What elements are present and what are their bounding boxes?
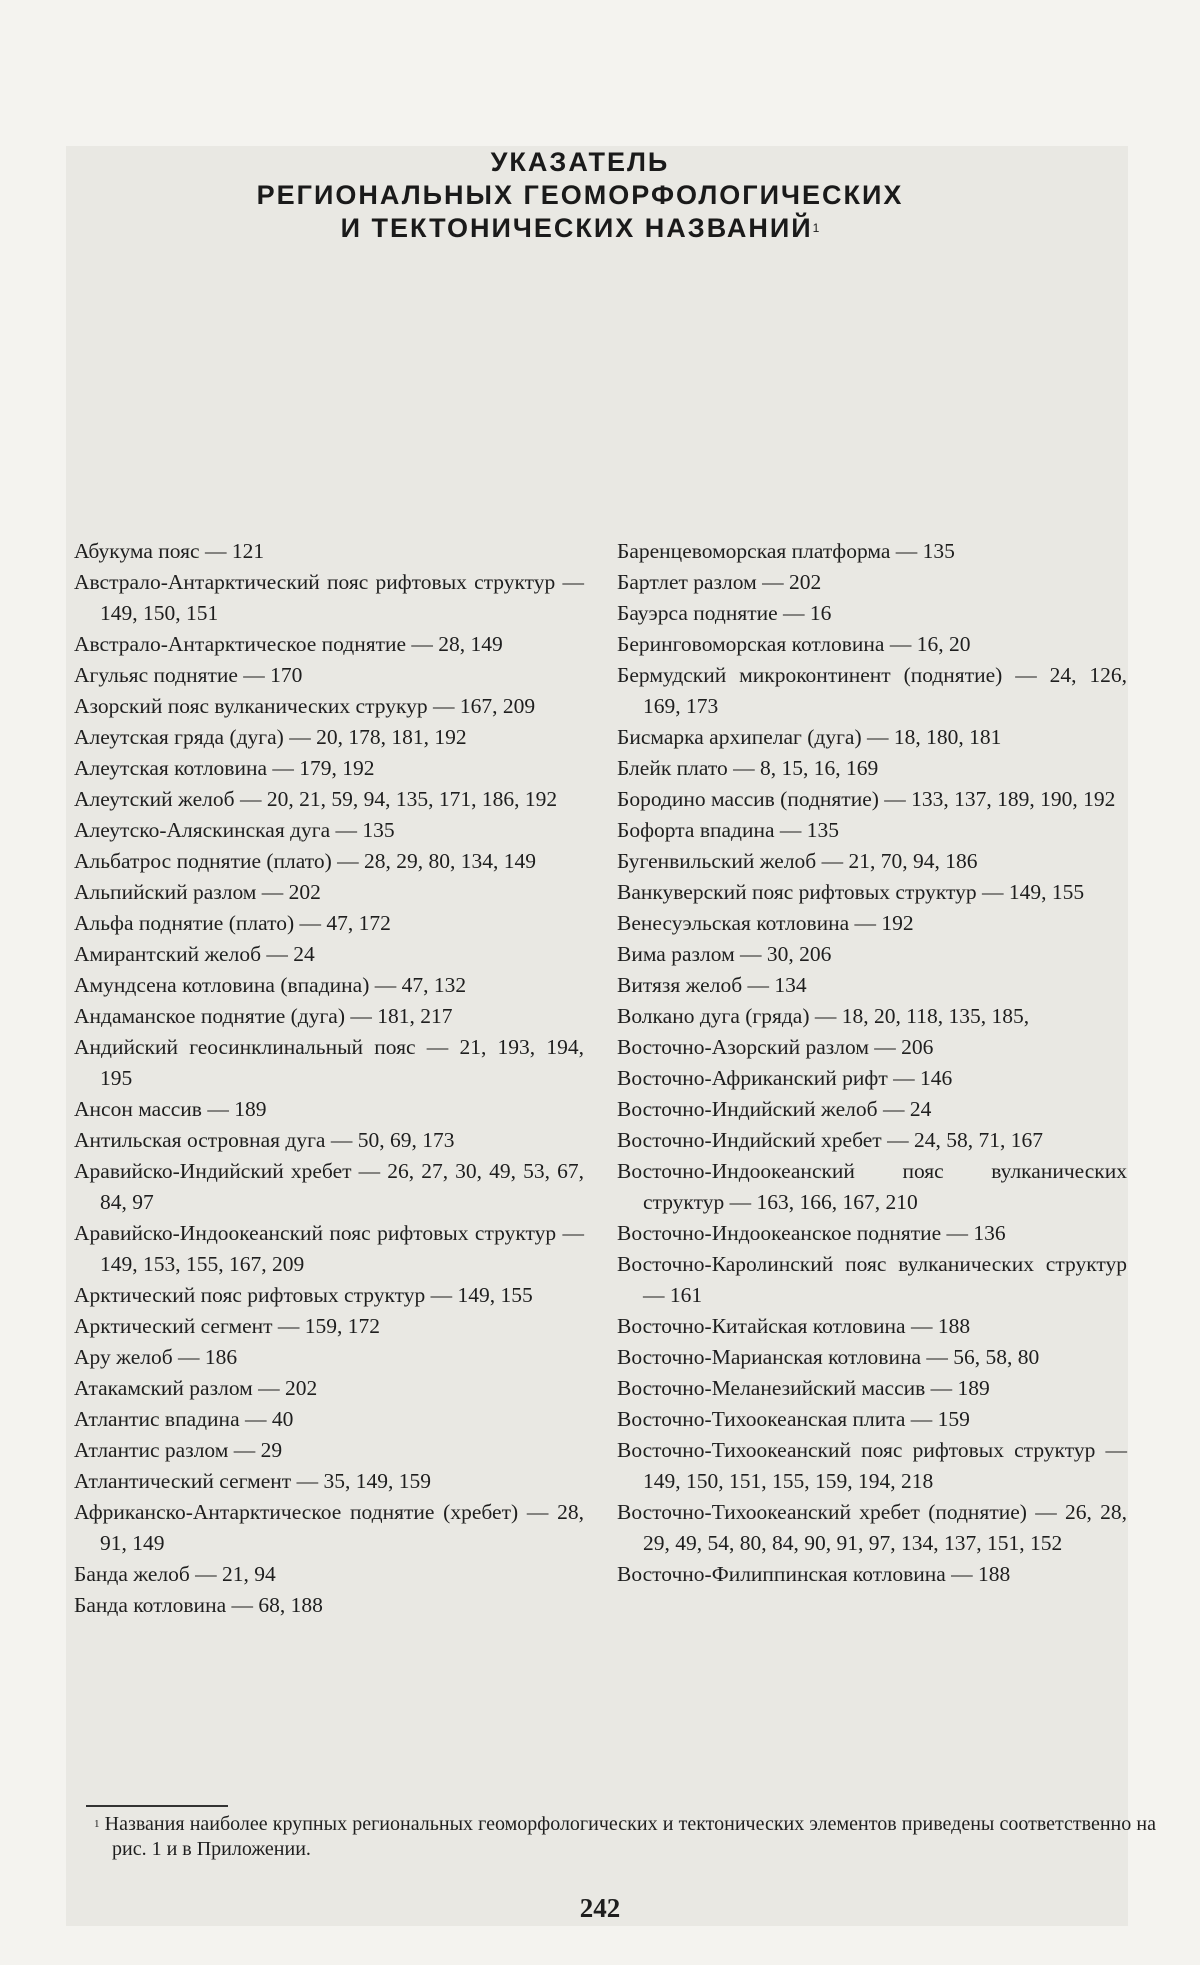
index-entry: Арктический сегмент — 159, 172 [74,1314,381,1338]
index-entry: Баренцевоморская платформа — 135 [617,539,955,563]
index-entry: Бугенвильский желоб — 21, 70, 94, 186 [617,849,978,873]
footnote-text: Названия наиболее крупных региональных геоморфологических и тектонических элементов приведены соответственно на рис. 1 и в Приложении. [104,1813,1156,1860]
title-line-1: УКАЗАТЕЛЬ [490,147,670,177]
index-entry: Восточно-Индоокеанское поднятие — 136 [617,1221,1006,1245]
index-entry: Восточно-Индийский хребет — 24, 58, 71, 167 [617,1128,1043,1152]
index-entry: Атакамский разлом — 202 [74,1376,318,1400]
index-title [200,146,960,245]
index-entry: Восточно-Тихоокеанский хребет (поднятие) — 26, 28, 29, 49, 54, 80, 84, 90, 91, 97, 134, 137, 151, 152 [617,1500,1127,1555]
index-entry: Альбатрос поднятие (плато) — 28, 29, 80, 134, 149 [74,849,537,873]
index-entry: Аравийско-Индоокеанский пояс рифтовых структур — 149, 153, 155, 167, 209 [74,1221,584,1276]
index-entry: Восточно-Индийский желоб — 24 [617,1097,932,1121]
index-entry: Алеутская котловина — 179, 192 [74,756,375,780]
title-footnote-mark: 1 [812,221,820,235]
index-entry: Восточно-Тихоокеанский пояс рифтовых структур — 149, 150, 151, 155, 159, 194, 218 [617,1438,1127,1493]
index-entry: Восточно-Меланезийский массив — 189 [617,1376,990,1400]
index-entry: Антильская островная дуга — 50, 69, 173 [74,1128,455,1152]
title-line-3-text: И ТЕКТОНИЧЕСКИХ НАЗВАНИЙ [340,213,813,243]
index-entry: Ару желоб — 186 [74,1345,238,1369]
index-entry: Алеутско-Аляскинская дуга — 135 [74,818,395,842]
index-entry: Восточно-Азорский разлом — 206 [617,1035,934,1059]
title-line-3 [200,212,960,245]
index-entry: Восточно-Тихоокеанская плита — 159 [617,1407,970,1431]
index-entry: Алеутская гряда (дуга) — 20, 178, 181, 192 [74,725,467,749]
index-entry: Абукума пояс — 121 [74,539,265,563]
index-entry: Австрало-Антарктический пояс рифтовых структур — 149, 150, 151 [74,570,584,625]
index-entry: Ансон массив — 189 [74,1097,267,1121]
index-entry: Бофорта впадина — 135 [617,818,840,842]
index-entry: Атлантис впадина — 40 [74,1407,294,1431]
index-entry: Бермудский микроконтинент (поднятие) — 24, 126, 169, 173 [617,663,1127,718]
index-entry: Альпийский разлом — 202 [74,880,321,904]
footnote [86,1812,1156,1862]
index-entry: Венесуэльская котловина — 192 [617,911,914,935]
index-entry: Витязя желоб — 134 [617,973,807,997]
index-entry: Альфа поднятие (плато) — 47, 172 [74,911,391,935]
index-entry: Атлантис разлом — 29 [74,1438,283,1462]
index-entry: Австрало-Антарктическое поднятие — 28, 149 [74,632,503,656]
index-entry: Восточно-Индоокеанский пояс вулканических структур — 163, 166, 167, 210 [617,1159,1127,1214]
footnote-mark: 1 [94,1818,100,1830]
page-number: 242 [579,1893,621,1923]
index-entry: Восточно-Каролинский пояс вулканических структур — 161 [617,1252,1127,1307]
footnote-divider [86,1805,228,1807]
index-entry: Бородино массив (поднятие) — 133, 137, 189, 190, 192 [617,787,1116,811]
index-entry: Блейк плато — 8, 15, 16, 169 [617,756,879,780]
index-entry: Бартлет разлом — 202 [617,570,822,594]
index-entry: Беринговоморская котловина — 16, 20 [617,632,971,656]
index-entry: Андийский геосинклинальный пояс — 21, 193, 194, 195 [74,1035,584,1090]
index-entry: Восточно-Африканский рифт — 146 [617,1066,953,1090]
index-entry: Андаманское поднятие (дуга) — 181, 217 [74,1004,453,1028]
index-entry: Восточно-Филиппинская котловина — 188 [617,1562,1011,1586]
index-entry: Восточно-Китайская котловина — 188 [617,1314,971,1338]
index-entry: Атлантический сегмент — 35, 149, 159 [74,1469,431,1493]
index-entry: Африканско-Антарктическое поднятие (хребет) — 28, 91, 149 [74,1500,584,1555]
index-entry: Волкано дуга (гряда) — 18, 20, 118, 135, 185, [617,1004,1030,1028]
index-entry: Агульяс поднятие — 170 [74,663,303,687]
index-entry: Арктический пояс рифтовых структур — 149, 155 [74,1283,533,1307]
index-entry: Бисмарка архипелаг (дуга) — 18, 180, 181 [617,725,1002,749]
index-entry: Банда желоб — 21, 94 [74,1562,276,1586]
index-entry: Банда котловина — 68, 188 [74,1593,323,1617]
index-entry: Амундсена котловина (впадина) — 47, 132 [74,973,467,997]
index-column-right [617,536,1127,1590]
index-entry: Алеутский желоб — 20, 21, 59, 94, 135, 171, 186, 192 [74,787,558,811]
title-line-2: РЕГИОНАЛЬНЫХ ГЕОМОРФОЛОГИЧЕСКИХ [256,180,904,210]
index-entry: Азорский пояс вулканических струкур — 167, 209 [74,694,536,718]
index-entry: Аравийско-Индийский хребет — 26, 27, 30, 49, 53, 67, 84, 97 [74,1159,584,1214]
index-entry: Восточно-Марианская котловина — 56, 58, 80 [617,1345,1040,1369]
index-entry: Амирантский желоб — 24 [74,942,315,966]
index-column-left [74,536,584,1621]
index-entry: Бауэрса поднятие — 16 [617,601,832,625]
index-entry: Вима разлом — 30, 206 [617,942,832,966]
index-entry: Ванкуверский пояс рифтовых структур — 149, 155 [617,880,1085,904]
